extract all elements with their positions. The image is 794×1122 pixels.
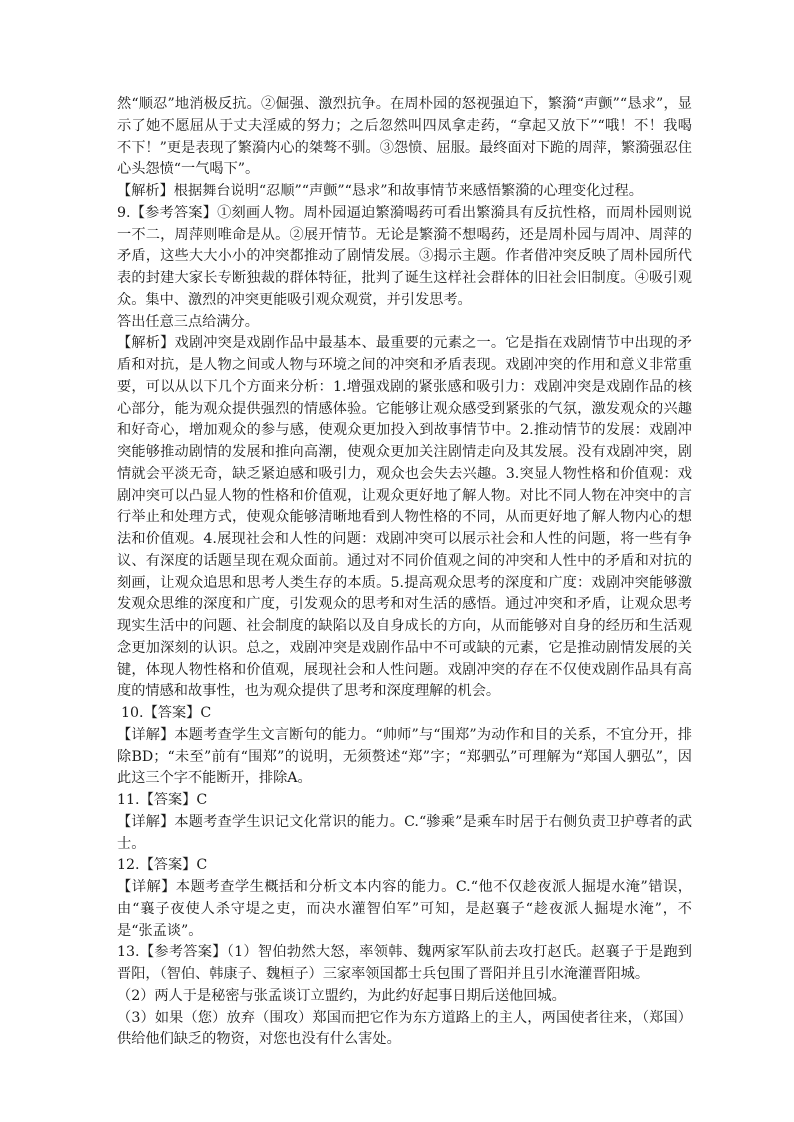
analysis-8: 【解析】根据舞台说明“忍顺”“声颤”“恳求”和故事情节来感悟繁漪的心理变化过程。 [117, 183, 643, 199]
answer-13-part-2: （2）两人于是秘密与张孟谈订立盟约，为此约好起事日期后送他回城。 [117, 987, 566, 1004]
answer-11: 11.【答案】C [117, 792, 208, 808]
explanation-12: 【详解】本题考查学生概括和分析文本内容的能力。C.“他不仅趁夜派人掘堤水淹”错误，由“襄子夜使人杀守堤之吏，而决水灌智伯军”可知，是赵襄子“趁夜派人掘堤水淹”，不是“张孟谈”。 [117, 879, 692, 939]
answer-9: 9.【参考答案】①刻画人物。周朴园逼迫繁漪喝药可看出繁漪具有反抗性格，而周朴园则说一不二，周萍则唯命是从。②展开情节。无论是繁漪不想喝药，还是周朴园与周冲、周萍的矛盾，这些大大小小的冲突都推动了剧情发展。③揭示主题。作者借冲突反映了周朴园所代表的封建大家长专断独裁的群体特征，批判了诞生这样社会群体的旧社会旧制度。④吸引观众。集中、激烈的冲突更能吸引观众观赏，并引发思考。 [117, 204, 692, 308]
analysis-9: 【解析】戏剧冲突是戏剧作品中最基本、最重要的元素之一。它是指在戏剧情节中出现的矛盾和对抗，是人物之间或人物与环境之间的冲突和矛盾表现。戏剧冲突的作用和意义非常重要，可以从以下几个方面来分析：1.增强戏剧的紧张感和吸引力：戏剧冲突是戏剧作品的核心部分，能为观众提供强烈的情感体验。它能够让观众感受到紧张的气氛，激发观众的兴趣和好奇心，增加观众的参与感，使观众更加投入到故事情节中。2.推动情节的发展：戏剧冲突能够推动剧情的发展和推向高潮，使观众更加关注剧情走向及其发展。没有戏剧冲突，剧情就会平淡无奇，缺乏紧迫感和吸引力，观众也会失去兴趣。3.突显人物性格和价值观：戏剧冲突可以凸显人物的性格和价值观，让观众更好地了解人物。对比不同人物在冲突中的言行举止和处理方式，使观众能够清晰地看到人物性格的不同，从而更好地了解人物内心的想法和价值观。4.展现社会和人性的问题：戏剧冲突可以展示社会和人性的问题，将一些有争议、有深度的话题呈现在观众面前。通过对不同价值观之间的冲突和人性中的矛盾和对抗的刻画，让观众追思和思考人类生存的本质。5.提高观众思考的深度和广度：戏剧冲突能够激发观众思维的深度和广度，引发观众的思考和对生活的感悟。通过冲突和矛盾，让观众思考现实生活中的问题、社会制度的缺陷以及自身成长的方向，从而能够对自身的经历和生活观念更加深刻的认识。总之，戏剧冲突是戏剧作品中不可或缺的元素，它是推动剧情发展的关键，体现人物性格和价值观，展现社会和人性问题。戏剧冲突的存在不仅使戏剧作品具有高度的情感和故事性，也为观众提供了思考和深度理解的机会。 [117, 335, 692, 700]
explanation-11: 【详解】本题考查学生识记文化常识的能力。C.“骖乘”是乘车时居于右侧负责卫护尊者的武士。 [117, 813, 692, 852]
answer-13-part-1: 13.【参考答案】（1）智伯勃然大怒，率领韩、魏两家军队前去攻打赵氏。赵襄子于是跑到晋阳，（智伯、韩康子、魏桓子）三家率领国都士兵包围了晋阳并且引水淹灌晋阳城。 [117, 944, 692, 982]
answer-8-continuation: 然“顺忍”地消极反抗。②倔强、激烈抗争。在周朴园的怒视强迫下，繁漪“声颤”“恳求”，显示了她不愿屈从于丈夫淫威的努力；之后忽然叫四凤拿走药，“拿起又放下”“哦！不！我喝不下！”更是表现了繁漪内心的桀骜不驯。③怨愤、屈服。最终面对下跪的周萍，繁漪强忍住心头怨愤“一气喝下”。 [117, 96, 692, 178]
answer-10: 10.【答案】C [121, 705, 212, 721]
scoring-note-9: 答出任意三点给满分。 [117, 313, 259, 330]
answer-13-part-3: （3）如果（您）放弃（围攻）郑国而把它作为东方道路上的主人，两国使者往来，（郑国）供给他们缺乏的物资，对您也没有什么害处。 [117, 1009, 692, 1048]
explanation-10: 【详解】本题考查学生文言断句的能力。“帅师”与“围郑”为动作和目的关系，不宜分开，排除BD；“未至”前有“围郑”的说明，无须赘述“郑”字；“郑驷弘”可理解为“郑国人驷弘”，因此这三个字不能断开，排除A。 [117, 726, 692, 787]
answer-12: 12.【答案】C [117, 857, 208, 874]
